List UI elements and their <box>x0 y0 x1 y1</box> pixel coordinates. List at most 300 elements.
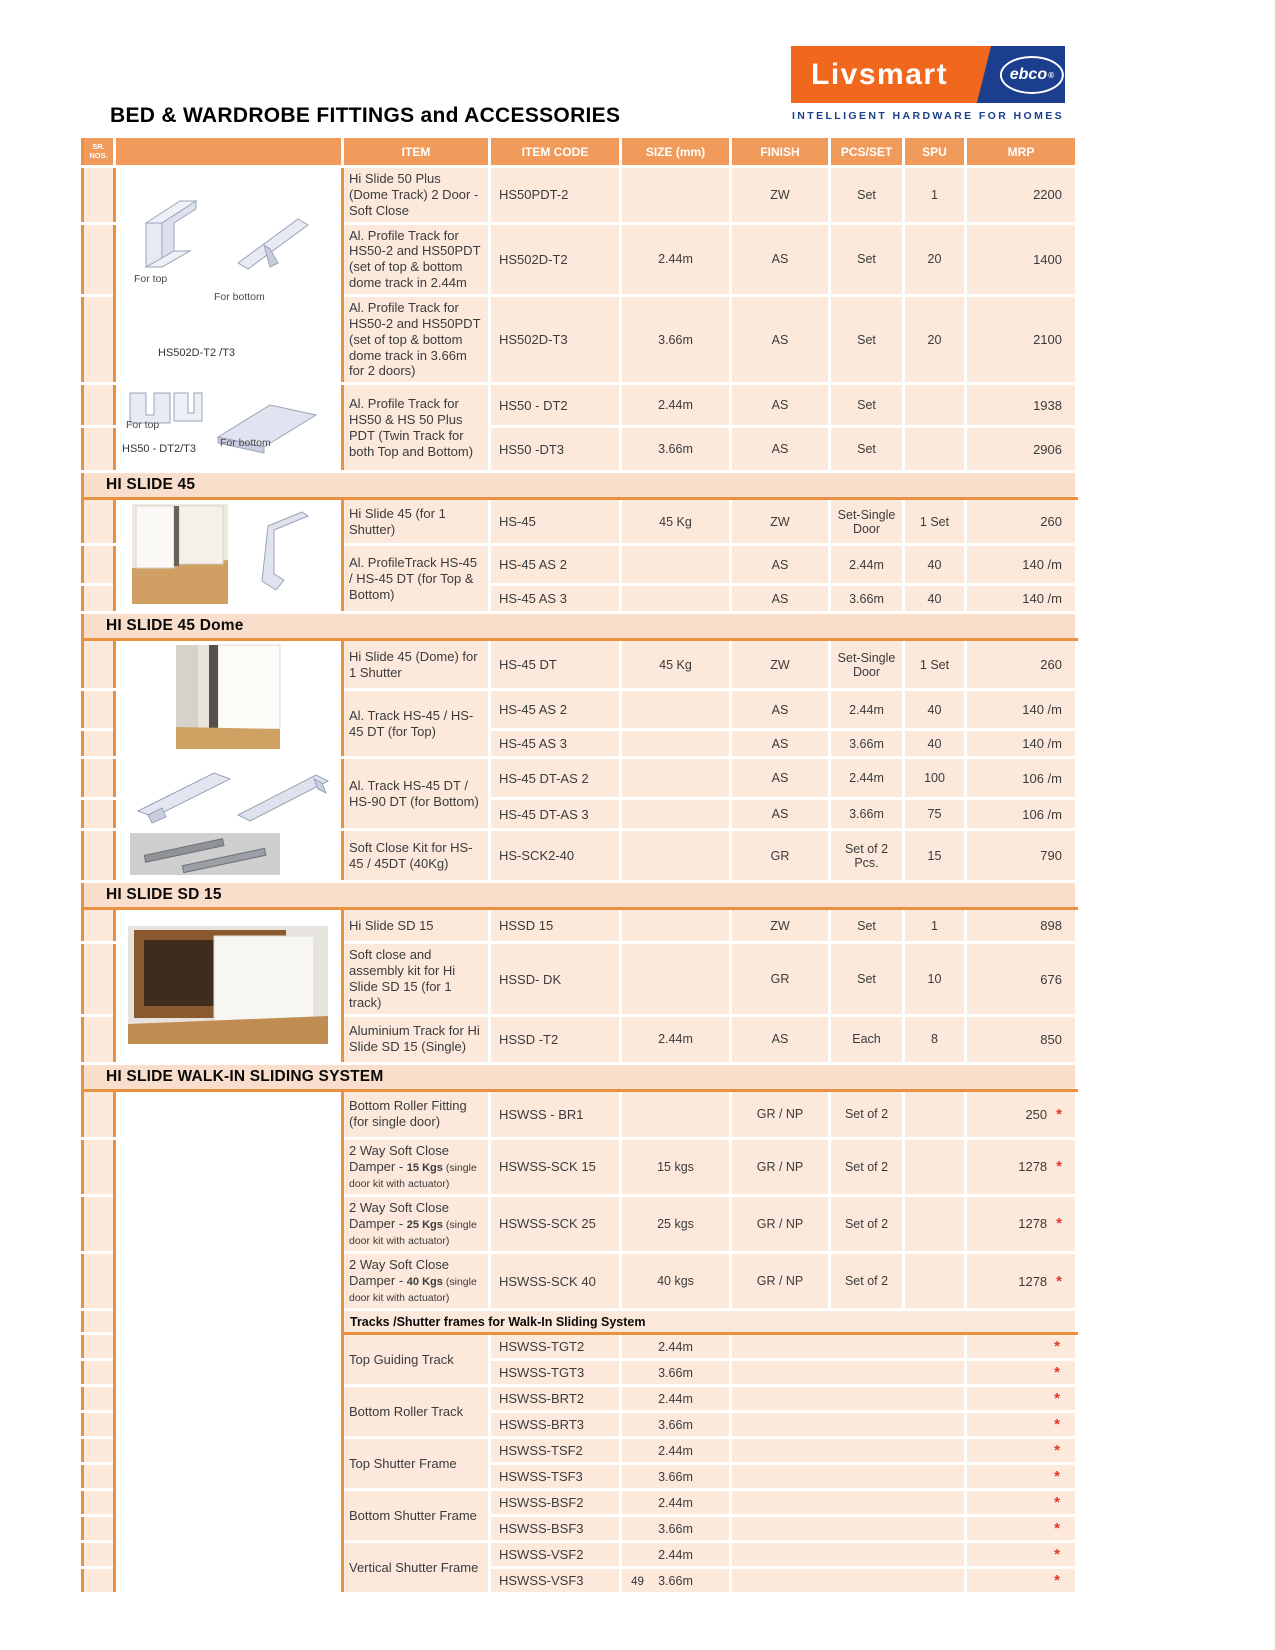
cell-spu: 20 <box>904 296 966 384</box>
cell-pcs-set: Set <box>830 909 904 943</box>
asterisk-marker: * <box>1054 1546 1060 1564</box>
cell-size <box>621 1090 731 1138</box>
cell-mrp: 260 <box>966 640 1077 690</box>
cell-sr <box>83 223 115 295</box>
cell-finish: GR <box>731 943 830 1015</box>
cell-item: Al. Track HS-45 DT / HS-90 DT (for Bottom) <box>343 758 490 830</box>
cell-sr <box>83 384 115 427</box>
ebco-badge <box>977 46 1065 103</box>
illustration-label: For top <box>126 419 160 432</box>
cell-size: 40 kgs <box>621 1253 731 1310</box>
cell-item <box>343 1253 490 1310</box>
logo-brand-text: Livsmart <box>811 57 949 91</box>
page-number: 49 <box>631 1576 644 1588</box>
cell-size: 2.44m <box>621 1334 731 1360</box>
cell-finish: GR / NP <box>731 1090 830 1138</box>
cell-empty <box>731 1334 966 1360</box>
cell-item-code: HSWSS-TGT2 <box>490 1334 621 1360</box>
cell-pcs-set: Set-Single Door <box>830 499 904 545</box>
cell-finish: GR / NP <box>731 1138 830 1195</box>
asterisk-marker: * <box>1054 1572 1060 1590</box>
cell-pcs-set: 3.66m <box>830 799 904 830</box>
cell-mrp: 850 <box>966 1015 1077 1063</box>
cell-mrp: 2200 <box>966 167 1077 224</box>
cell-item: Hi Slide 50 Plus (Dome Track) 2 Door - Soft Close <box>343 167 490 224</box>
cell-sr <box>83 545 115 585</box>
page-title: BED & WARDROBE FITTINGS and ACCESSORIES <box>110 104 621 127</box>
cell-empty <box>731 1464 966 1490</box>
cell-empty <box>731 1490 966 1516</box>
cell-size: 45 Kg <box>621 640 731 690</box>
table-row <box>83 640 1077 690</box>
section-row <box>83 613 1077 640</box>
cell-mrp <box>966 1138 1077 1195</box>
cell-mrp: 1938 <box>966 384 1077 427</box>
table-header-row <box>83 137 1077 167</box>
cell-sr <box>83 1386 115 1412</box>
asterisk-marker: * <box>1054 1416 1060 1434</box>
item-note: (single door kit with actuator) <box>349 1161 477 1191</box>
cell-item-code: HS50 - DT2 <box>490 384 621 427</box>
cell-item-code: HS50 -DT3 <box>490 427 621 472</box>
cell-size: 2.44m <box>621 384 731 427</box>
cell-spu: 75 <box>904 799 966 830</box>
cell-item: Al. Profile Track for HS50-2 and HS50PDT (set of top & bottom dome track in 3.66m for 2 doors) <box>343 296 490 384</box>
item-weight: 15 Kgs <box>406 1161 443 1174</box>
cell-mrp <box>966 1195 1077 1252</box>
item-note: (single door kit with actuator) <box>349 1218 477 1248</box>
cell-item: Hi Slide 45 (for 1 Shutter) <box>343 499 490 545</box>
cell-mrp: 260 <box>966 499 1077 545</box>
cell-pcs-set: Each <box>830 1015 904 1063</box>
cell-item: Soft Close Kit for HS-45 / 45DT (40Kg) <box>343 830 490 882</box>
cell-item <box>343 1138 490 1195</box>
cell-item: Bottom Shutter Frame <box>343 1490 490 1542</box>
cell-size <box>621 758 731 799</box>
cell-finish: AS <box>731 296 830 384</box>
cell-mrp <box>966 1412 1077 1438</box>
cell-sr <box>83 499 115 545</box>
cell-size <box>621 909 731 943</box>
cell-sr <box>83 830 115 882</box>
illustration-label: For top <box>134 272 168 285</box>
cell-item-code: HSWSS-TGT3 <box>490 1360 621 1386</box>
header-spu: SPU <box>904 137 966 167</box>
cell-pcs-set: Set <box>830 223 904 295</box>
illustration-label: For bottom <box>214 290 265 303</box>
catalog-table <box>81 135 1078 1595</box>
header-size: SIZE (mm) <box>621 137 731 167</box>
cell-spu <box>904 1195 966 1252</box>
item-text: 2 Way Soft Close Damper - <box>349 1257 449 1288</box>
table-row <box>83 758 1077 799</box>
cell-item-code: HSWSS-SCK 15 <box>490 1138 621 1195</box>
cell-empty <box>731 1438 966 1464</box>
asterisk-marker: * <box>1054 1494 1060 1512</box>
cell-size: 3.66m <box>621 1568 731 1594</box>
subsection-band-tracks-shutter-frames: Tracks /Shutter frames for Walk-In Sliding System <box>343 1310 1077 1334</box>
cell-spu <box>904 1138 966 1195</box>
cell-size <box>621 545 731 585</box>
cell-mrp <box>966 1490 1077 1516</box>
mrp-value: 250 <box>1025 1106 1048 1122</box>
cell-item-code: HSWSS-BRT2 <box>490 1386 621 1412</box>
product-photo-hi-slide-45 <box>115 499 343 613</box>
cell-sr <box>83 1310 115 1334</box>
cell-pcs-set: 2.44m <box>830 758 904 799</box>
cell-size: 15 kgs <box>621 1138 731 1195</box>
cell-spu: 8 <box>904 1015 966 1063</box>
section-row <box>83 472 1077 499</box>
cell-mrp: 140 /m <box>966 690 1077 730</box>
section-band-hi-slide-sd-15: HI SLIDE SD 15 <box>83 882 1077 909</box>
cell-mrp <box>966 1516 1077 1542</box>
cell-finish: AS <box>731 758 830 799</box>
cell-finish: AS <box>731 223 830 295</box>
cell-item: Soft close and assembly kit for Hi Slide SD 15 (for 1 track) <box>343 943 490 1015</box>
cell-size <box>621 943 731 1015</box>
header-pcs-set: PCS/SET <box>830 137 904 167</box>
cell-pcs-set: Set of 2 <box>830 1253 904 1310</box>
logo-box <box>791 46 1065 103</box>
cell-item-code: HSWSS - BR1 <box>490 1090 621 1138</box>
cell-sr <box>83 799 115 830</box>
header-sr-nos: SR. NOS. <box>83 137 115 167</box>
cell-spu: 40 <box>904 690 966 730</box>
cell-spu <box>904 1253 966 1310</box>
cell-item-code: HSSD -T2 <box>490 1015 621 1063</box>
cell-spu: 1 Set <box>904 640 966 690</box>
cell-spu <box>904 1090 966 1138</box>
cell-mrp: 140 /m <box>966 730 1077 758</box>
cell-item-code: HS-45 DT-AS 2 <box>490 758 621 799</box>
cell-item-code: HS-45 AS 2 <box>490 545 621 585</box>
cell-size: 3.66m <box>621 1412 731 1438</box>
cell-empty <box>731 1542 966 1568</box>
cell-item-code: HSWSS-TSF2 <box>490 1438 621 1464</box>
cell-size: 25 kgs <box>621 1195 731 1252</box>
asterisk-marker: * <box>1054 1390 1060 1408</box>
brand-logo <box>791 46 1065 122</box>
cell-mrp: 1400 <box>966 223 1077 295</box>
asterisk-marker: * <box>1054 1364 1060 1382</box>
cell-finish: ZW <box>731 167 830 224</box>
cell-spu <box>904 427 966 472</box>
cell-sr <box>83 1464 115 1490</box>
section-row <box>83 1063 1077 1090</box>
ebco-text: ebco <box>1009 65 1047 83</box>
cell-pcs-set: 2.44m <box>830 545 904 585</box>
cell-sr <box>83 1490 115 1516</box>
table-row <box>83 830 1077 882</box>
cell-pcs-set: Set <box>830 296 904 384</box>
cell-size <box>621 690 731 730</box>
item-text: 2 Way Soft Close Damper - <box>349 1142 449 1174</box>
cell-size: 2.44m <box>621 1542 731 1568</box>
cell-size: 2.44m <box>621 1438 731 1464</box>
asterisk-marker: * <box>1056 1105 1062 1123</box>
cell-sr <box>83 1334 115 1360</box>
cell-item-code: HS-45 AS 2 <box>490 690 621 730</box>
cell-item: Vertical Shutter Frame <box>343 1542 490 1594</box>
cell-sr <box>83 167 115 224</box>
item-weight: 25 Kgs <box>406 1218 443 1231</box>
cell-finish: GR <box>731 830 830 882</box>
cell-empty <box>731 1516 966 1542</box>
cell-finish: AS <box>731 1015 830 1063</box>
door-photo-icon <box>118 641 340 753</box>
cell-finish: ZW <box>731 640 830 690</box>
mrp-value: 1278 <box>1018 1159 1048 1175</box>
cell-mrp <box>966 1542 1077 1568</box>
cell-mrp <box>966 1253 1077 1310</box>
cell-item-code: HSWSS-SCK 40 <box>490 1253 621 1310</box>
cell-item-code: HS502D-T3 <box>490 296 621 384</box>
cell-size: 2.44m <box>621 1490 731 1516</box>
asterisk-marker: * <box>1054 1442 1060 1460</box>
cell-size: 2.44m <box>621 1386 731 1412</box>
cell-sr <box>83 758 115 799</box>
cell-size: 3.66m <box>621 1464 731 1490</box>
cell-mrp: 2100 <box>966 296 1077 384</box>
cell-pcs-set: Set <box>830 427 904 472</box>
cell-item-code: HSWSS-VSF3 <box>490 1568 621 1594</box>
illustration-caption: HS502D-T2 /T3 <box>158 346 236 359</box>
illustration-caption: HS50 - DT2/T3 <box>122 443 196 456</box>
cell-finish: AS <box>731 585 830 613</box>
cell-mrp: 2906 <box>966 427 1077 472</box>
product-illustration-hs50dt <box>115 384 343 472</box>
cell-mrp: 106 /m <box>966 758 1077 799</box>
header-image-col <box>115 137 343 167</box>
cell-finish: ZW <box>731 909 830 943</box>
cell-item: Bottom Roller Track <box>343 1386 490 1438</box>
table-row <box>83 909 1077 943</box>
product-illustration-bottom-tracks <box>115 758 343 830</box>
product-illustration-hs502d <box>115 167 343 384</box>
asterisk-marker: * <box>1056 1215 1062 1233</box>
cell-size: 3.66m <box>621 296 731 384</box>
cell-sr <box>83 1438 115 1464</box>
cell-pcs-set: 3.66m <box>830 730 904 758</box>
asterisk-marker: * <box>1056 1272 1062 1290</box>
cell-mrp <box>966 1464 1077 1490</box>
cell-size: 3.66m <box>621 1516 731 1542</box>
cell-item: Top Guiding Track <box>343 1334 490 1386</box>
cell-mrp: 106 /m <box>966 799 1077 830</box>
cell-size: 2.44m <box>621 1015 731 1063</box>
cell-size: 2.44m <box>621 223 731 295</box>
cell-sr <box>83 1516 115 1542</box>
cell-finish: AS <box>731 384 830 427</box>
cell-spu: 15 <box>904 830 966 882</box>
asterisk-marker: * <box>1054 1338 1060 1356</box>
empty-image-cell <box>115 1090 343 1593</box>
cell-item-code: HSWSS-SCK 25 <box>490 1195 621 1252</box>
cell-item: Al. Profile Track for HS50-2 and HS50PDT (set of top & bottom dome track in 2.44m <box>343 223 490 295</box>
item-weight: 40 Kgs <box>406 1275 443 1288</box>
cell-spu: 1 <box>904 909 966 943</box>
cell-size <box>621 799 731 830</box>
cell-sr <box>83 1138 115 1195</box>
cell-pcs-set: Set-Single Door <box>830 640 904 690</box>
cell-mrp <box>966 1090 1077 1138</box>
cell-spu: 100 <box>904 758 966 799</box>
cell-mrp <box>966 1360 1077 1386</box>
cell-sr <box>83 640 115 690</box>
cell-item: Hi Slide SD 15 <box>343 909 490 943</box>
cell-sr <box>83 909 115 943</box>
cell-spu <box>904 384 966 427</box>
cell-sr <box>83 1253 115 1310</box>
cell-size: 45 Kg <box>621 499 731 545</box>
cell-pcs-set: Set <box>830 167 904 224</box>
ebco-ellipse-icon <box>1000 56 1064 94</box>
cell-sr <box>83 1412 115 1438</box>
cell-pcs-set: Set of 2 <box>830 1195 904 1252</box>
cell-item: Al. Profile Track for HS50 & HS 50 Plus PDT (Twin Track for both Top and Bottom) <box>343 384 490 472</box>
cell-item-code: HS502D-T2 <box>490 223 621 295</box>
cell-finish: AS <box>731 427 830 472</box>
table-row <box>83 1090 1077 1138</box>
illustration-label: For bottom <box>220 437 271 450</box>
cell-mrp: 790 <box>966 830 1077 882</box>
table-row <box>83 499 1077 545</box>
cell-sr <box>83 730 115 758</box>
cell-size <box>621 830 731 882</box>
cell-pcs-set: Set <box>830 384 904 427</box>
cell-finish: AS <box>731 545 830 585</box>
cell-mrp: 676 <box>966 943 1077 1015</box>
cell-finish: GR / NP <box>731 1253 830 1310</box>
cell-item: Al. ProfileTrack HS-45 / HS-45 DT (for Top & Bottom) <box>343 545 490 613</box>
cell-sr <box>83 1360 115 1386</box>
cell-mrp <box>966 1334 1077 1360</box>
registered-mark: ® <box>1047 70 1054 79</box>
cell-mrp <box>966 1386 1077 1412</box>
cell-spu: 1 <box>904 167 966 224</box>
item-text: 2 Way Soft Close Damper - <box>349 1199 449 1231</box>
section-band-hi-slide-45-dome: HI SLIDE 45 Dome <box>83 613 1077 640</box>
cell-mrp: 140 /m <box>966 545 1077 585</box>
cell-finish: ZW <box>731 499 830 545</box>
cell-pcs-set: 2.44m <box>830 690 904 730</box>
cell-pcs-set: 3.66m <box>830 585 904 613</box>
cell-item: Hi Slide 45 (Dome) for 1 Shutter <box>343 640 490 690</box>
cell-spu: 20 <box>904 223 966 295</box>
cell-item-code: HSWSS-BSF3 <box>490 1516 621 1542</box>
cell-finish: AS <box>731 730 830 758</box>
section-band-hi-slide-45: HI SLIDE 45 <box>83 472 1077 499</box>
cell-item-code: HSSD- DK <box>490 943 621 1015</box>
cell-mrp: 140 /m <box>966 585 1077 613</box>
cell-sr <box>83 427 115 472</box>
cell-size <box>621 730 731 758</box>
cell-item: Aluminium Track for Hi Slide SD 15 (Single) <box>343 1015 490 1063</box>
cell-sr <box>83 690 115 730</box>
cell-item-code: HSSD 15 <box>490 909 621 943</box>
cell-pcs-set: Set of 2 Pcs. <box>830 830 904 882</box>
cell-mrp: 898 <box>966 909 1077 943</box>
asterisk-marker: * <box>1054 1468 1060 1486</box>
cell-sr <box>83 1542 115 1568</box>
wardrobe-photo-icon <box>118 500 340 608</box>
cell-empty <box>731 1386 966 1412</box>
table-row <box>83 167 1077 224</box>
asterisk-marker: * <box>1054 1520 1060 1538</box>
cell-item-code: HSWSS-BRT3 <box>490 1412 621 1438</box>
cell-empty <box>731 1412 966 1438</box>
cell-item-code: HS-45 AS 3 <box>490 730 621 758</box>
cell-item-code: HSWSS-VSF2 <box>490 1542 621 1568</box>
asterisk-marker: * <box>1056 1158 1062 1176</box>
header-item: ITEM <box>343 137 490 167</box>
section-row <box>83 882 1077 909</box>
cell-spu: 40 <box>904 545 966 585</box>
soft-close-kit-icon <box>118 831 340 877</box>
cell-size: 3.66m <box>621 1360 731 1386</box>
cell-size <box>621 585 731 613</box>
cell-spu: 10 <box>904 943 966 1015</box>
cell-item-code: HS-45 DT <box>490 640 621 690</box>
cell-item-code: HS-SCK2-40 <box>490 830 621 882</box>
cell-pcs-set: Set of 2 <box>830 1090 904 1138</box>
cell-finish: GR / NP <box>731 1195 830 1252</box>
header-mrp: MRP <box>966 137 1077 167</box>
cell-item-code: HS50PDT-2 <box>490 167 621 224</box>
product-photo-hi-slide-45-dome <box>115 640 343 758</box>
table-row <box>83 384 1077 427</box>
cell-item-code: HS-45 <box>490 499 621 545</box>
cell-sr <box>83 1015 115 1063</box>
cell-item-code: HSWSS-TSF3 <box>490 1464 621 1490</box>
cell-item: Bottom Roller Fitting (for single door) <box>343 1090 490 1138</box>
cell-size <box>621 167 731 224</box>
product-photo-hi-slide-sd15 <box>115 909 343 1063</box>
mrp-value: 1278 <box>1018 1216 1048 1232</box>
rail-drawing-icon <box>118 759 340 825</box>
cell-pcs-set: Set of 2 <box>830 1138 904 1195</box>
cell-item-code: HS-45 DT-AS 3 <box>490 799 621 830</box>
cell-item <box>343 1195 490 1252</box>
cell-spu: 1 Set <box>904 499 966 545</box>
header-item-code: ITEM CODE <box>490 137 621 167</box>
cell-item-code: HS-45 AS 3 <box>490 585 621 613</box>
cell-finish: AS <box>731 690 830 730</box>
cell-sr <box>83 585 115 613</box>
cell-sr <box>83 296 115 384</box>
cell-sr <box>83 1090 115 1138</box>
item-note: (single door kit with actuator) <box>349 1275 477 1305</box>
cell-item: Al. Track HS-45 / HS-45 DT (for Top) <box>343 690 490 758</box>
cell-item: Top Shutter Frame <box>343 1438 490 1490</box>
cell-spu: 40 <box>904 730 966 758</box>
logo-tagline: INTELLIGENT HARDWARE FOR HOMES <box>791 110 1065 122</box>
cell-mrp <box>966 1438 1077 1464</box>
mrp-value: 1278 <box>1018 1273 1048 1289</box>
cabinet-photo-icon <box>118 922 340 1048</box>
cell-pcs-set: Set <box>830 943 904 1015</box>
cell-sr <box>83 943 115 1015</box>
cell-item-code: HSWSS-BSF2 <box>490 1490 621 1516</box>
header-finish: FINISH <box>731 137 830 167</box>
cell-spu: 40 <box>904 585 966 613</box>
cell-empty <box>731 1360 966 1386</box>
cell-sr <box>83 1195 115 1252</box>
section-band-walk-in: HI SLIDE WALK-IN SLIDING SYSTEM <box>83 1063 1077 1090</box>
product-photo-soft-close-kit <box>115 830 343 882</box>
cell-finish: AS <box>731 799 830 830</box>
